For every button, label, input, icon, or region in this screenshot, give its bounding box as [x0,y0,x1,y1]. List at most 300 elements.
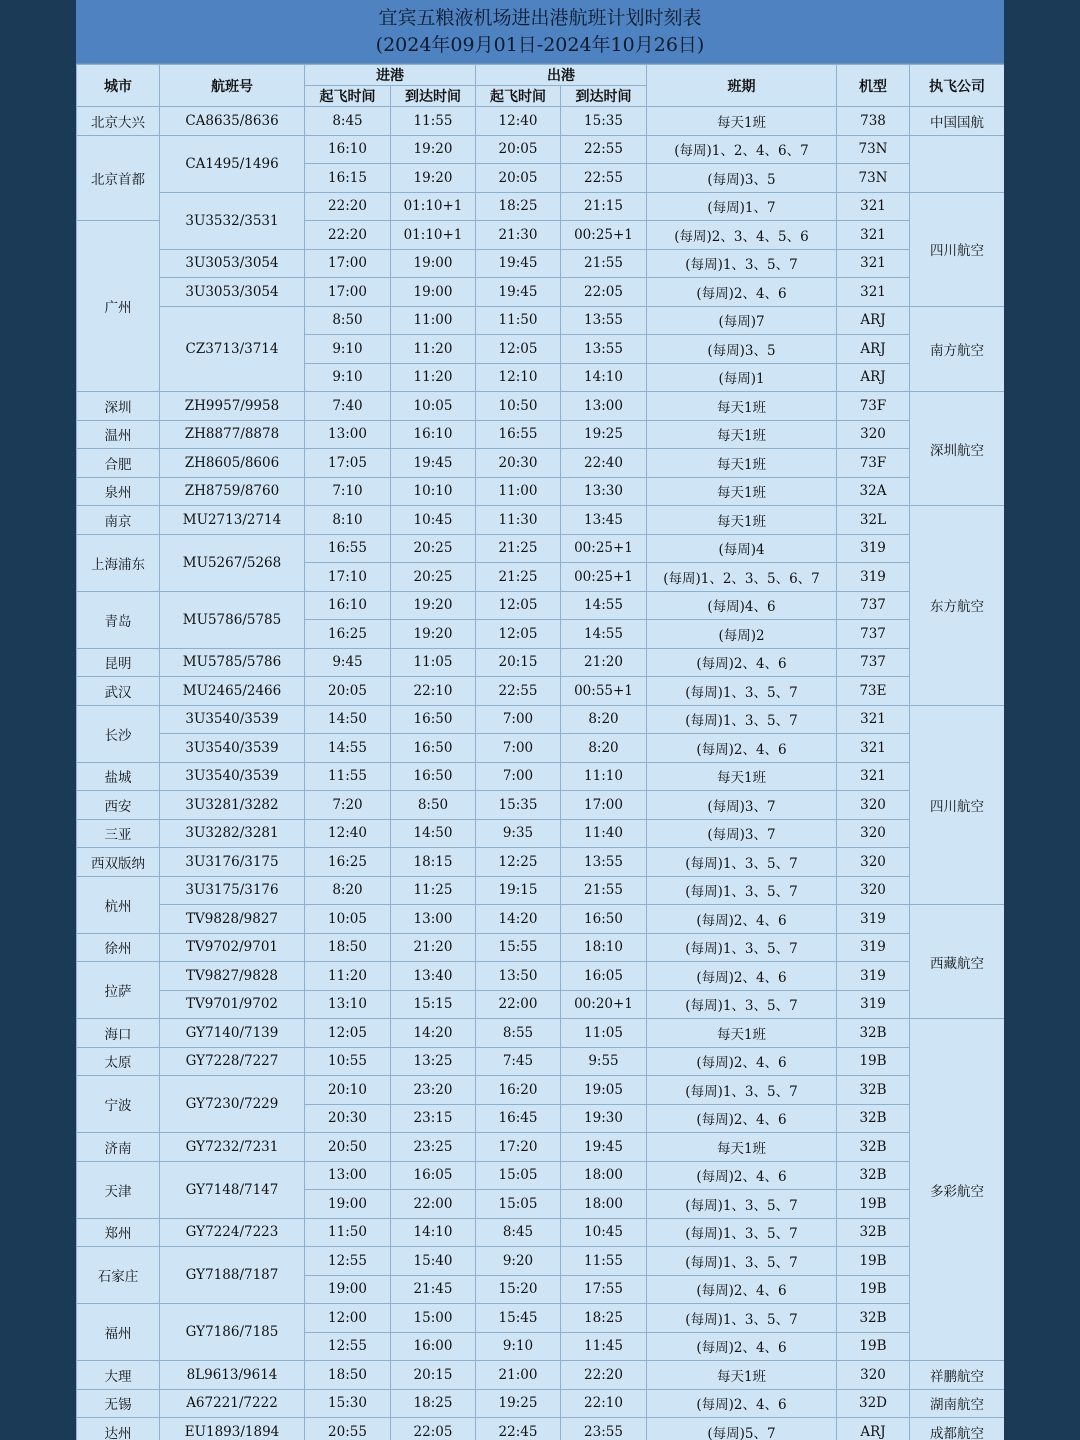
arrival-arrival-time-cell: 16:50 [391,762,476,791]
departure-arrival-time-cell: 21:55 [561,876,647,905]
departure-arrival-time-cell: 17:55 [561,1275,647,1304]
schedule-cell: 每天1班 [647,1019,837,1048]
departure-arrival-time-cell: 17:00 [561,791,647,820]
table-row [77,306,1005,335]
flight-number-cell: GY7228/7227 [160,1047,305,1076]
schedule-cell: (每周)1、3、5、7 [647,876,837,905]
flight-number-cell: 3U3053/3054 [160,249,305,278]
departure-arrival-time-cell: 21:15 [561,192,647,221]
city-cell: 长沙 [77,705,160,762]
departure-departure-time-cell: 22:55 [476,677,561,706]
departure-departure-time-cell: 7:00 [476,734,561,763]
arrival-arrival-time-cell: 15:40 [391,1247,476,1276]
arrival-departure-time-cell: 20:05 [305,677,391,706]
flight-number-cell: ZH8605/8606 [160,449,305,478]
arrival-arrival-time-cell: 23:15 [391,1104,476,1133]
table-row [77,249,1005,278]
aircraft-type-cell: 32B [837,1104,910,1133]
arrival-departure-time-cell: 7:10 [305,477,391,506]
city-cell: 拉萨 [77,962,160,1019]
departure-arrival-time-cell: 19:45 [561,1133,647,1162]
schedule-cell: (每周)2 [647,620,837,649]
arrival-departure-time-cell: 16:55 [305,534,391,563]
departure-arrival-time-cell: 9:55 [561,1047,647,1076]
flight-number-cell: ZH8877/8878 [160,420,305,449]
flight-number-cell: GY7230/7229 [160,1076,305,1133]
aircraft-type-cell: 320 [837,819,910,848]
aircraft-type-cell: ARJ [837,306,910,335]
table-row [77,933,1005,962]
table-row [77,420,1005,449]
flight-number-cell: MU2713/2714 [160,506,305,535]
schedule-sheet [76,0,1004,1440]
departure-arrival-time-cell: 13:30 [561,477,647,506]
airline-cell: 成都航空 [910,1418,1005,1440]
schedule-cell: (每周)1、2、4、6、7 [647,135,837,164]
header-airline: 执飞公司 [910,65,1005,107]
city-cell: 泉州 [77,477,160,506]
arrival-arrival-time-cell: 19:45 [391,449,476,478]
flight-number-cell: CA8635/8636 [160,107,305,136]
aircraft-type-cell: 320 [837,420,910,449]
flight-number-cell: 3U3282/3281 [160,819,305,848]
city-cell: 济南 [77,1133,160,1162]
flight-number-cell: EU1893/1894 [160,1418,305,1440]
aircraft-type-cell: 737 [837,648,910,677]
schedule-cell: (每周)2、4、6 [647,1275,837,1304]
schedule-cell: 每天1班 [647,392,837,421]
arrival-departure-time-cell: 22:20 [305,192,391,221]
table-row [77,705,1005,734]
arrival-departure-time-cell: 11:50 [305,1218,391,1247]
schedule-cell: (每周)3、5 [647,335,837,364]
departure-departure-time-cell: 9:35 [476,819,561,848]
departure-departure-time-cell: 11:30 [476,506,561,535]
arrival-arrival-time-cell: 13:40 [391,962,476,991]
city-cell: 三亚 [77,819,160,848]
departure-departure-time-cell: 22:45 [476,1418,561,1440]
aircraft-type-cell: 738 [837,107,910,136]
departure-departure-time-cell: 7:00 [476,762,561,791]
departure-arrival-time-cell: 13:55 [561,335,647,364]
header-departure: 出港 [476,65,647,86]
schedule-cell: (每周)1、3、5、7 [647,677,837,706]
departure-arrival-time-cell: 15:35 [561,107,647,136]
flight-number-cell: 8L9613/9614 [160,1361,305,1390]
schedule-cell: (每周)2、4、6 [647,734,837,763]
arrival-arrival-time-cell: 15:00 [391,1304,476,1333]
arrival-departure-time-cell: 12:55 [305,1332,391,1361]
flight-number-cell: 3U3532/3531 [160,192,305,249]
flight-number-cell: TV9701/9702 [160,990,305,1019]
departure-departure-time-cell: 19:45 [476,278,561,307]
schedule-cell: (每周)1、3、5、7 [647,848,837,877]
departure-arrival-time-cell: 22:20 [561,1361,647,1390]
table-row [77,392,1005,421]
flight-number-cell: TV9827/9828 [160,962,305,991]
arrival-arrival-time-cell: 22:05 [391,1418,476,1440]
arrival-departure-time-cell: 20:50 [305,1133,391,1162]
header-arrival-arr-time: 到达时间 [391,86,476,107]
aircraft-type-cell: 32B [837,1161,910,1190]
aircraft-type-cell: 319 [837,962,910,991]
city-cell: 深圳 [77,392,160,421]
table-row [77,278,1005,307]
arrival-arrival-time-cell: 19:20 [391,591,476,620]
aircraft-type-cell: 73N [837,164,910,193]
arrival-arrival-time-cell: 13:00 [391,905,476,934]
aircraft-type-cell: 320 [837,848,910,877]
table-row [77,1076,1005,1105]
city-cell: 石家庄 [77,1247,160,1304]
schedule-cell: (每周)2、4、6 [647,962,837,991]
arrival-arrival-time-cell: 16:50 [391,734,476,763]
airline-cell: 多彩航空 [910,1019,1005,1361]
arrival-arrival-time-cell: 13:25 [391,1047,476,1076]
airline-cell: 西藏航空 [910,905,1005,1019]
schedule-cell: (每周)1、3、5、7 [647,705,837,734]
aircraft-type-cell: 32B [837,1218,910,1247]
aircraft-type-cell: 320 [837,791,910,820]
arrival-departure-time-cell: 17:05 [305,449,391,478]
header-schedule: 班期 [647,65,837,107]
arrival-arrival-time-cell: 22:10 [391,677,476,706]
header-flight: 航班号 [160,65,305,107]
arrival-departure-time-cell: 22:20 [305,221,391,250]
table-row [77,135,1005,164]
schedule-cell: (每周)1 [647,363,837,392]
departure-departure-time-cell: 9:10 [476,1332,561,1361]
arrival-departure-time-cell: 7:40 [305,392,391,421]
schedule-cell: (每周)2、4、6 [647,278,837,307]
aircraft-type-cell: 321 [837,762,910,791]
table-row [77,990,1005,1019]
arrival-departure-time-cell: 12:00 [305,1304,391,1333]
schedule-cell: 每天1班 [647,506,837,535]
flight-number-cell: GY7188/7187 [160,1247,305,1304]
departure-arrival-time-cell: 13:45 [561,506,647,535]
table-row [77,1047,1005,1076]
table-row [77,591,1005,620]
table-row [77,762,1005,791]
departure-departure-time-cell: 15:45 [476,1304,561,1333]
arrival-arrival-time-cell: 11:00 [391,306,476,335]
flight-number-cell: GY7148/7147 [160,1161,305,1218]
city-cell: 达州 [77,1418,160,1440]
aircraft-type-cell: 32D [837,1389,910,1418]
departure-departure-time-cell: 22:00 [476,990,561,1019]
table-row [77,1218,1005,1247]
departure-arrival-time-cell: 19:05 [561,1076,647,1105]
aircraft-type-cell: 19B [837,1190,910,1219]
departure-departure-time-cell: 19:25 [476,1389,561,1418]
arrival-arrival-time-cell: 14:20 [391,1019,476,1048]
flight-number-cell: ZH8759/8760 [160,477,305,506]
aircraft-type-cell: 321 [837,734,910,763]
departure-departure-time-cell: 21:00 [476,1361,561,1390]
departure-departure-time-cell: 12:05 [476,591,561,620]
arrival-departure-time-cell: 13:00 [305,420,391,449]
departure-departure-time-cell: 15:05 [476,1190,561,1219]
arrival-arrival-time-cell: 19:20 [391,164,476,193]
departure-arrival-time-cell: 22:55 [561,135,647,164]
arrival-arrival-time-cell: 22:00 [391,1190,476,1219]
city-cell: 无锡 [77,1389,160,1418]
departure-departure-time-cell: 12:40 [476,107,561,136]
schedule-cell: (每周)4 [647,534,837,563]
header-city: 城市 [77,65,160,107]
flight-number-cell: TV9828/9827 [160,905,305,934]
arrival-departure-time-cell: 13:00 [305,1161,391,1190]
departure-arrival-time-cell: 00:55+1 [561,677,647,706]
departure-arrival-time-cell: 00:25+1 [561,563,647,592]
aircraft-type-cell: 19B [837,1047,910,1076]
schedule-cell: 每天1班 [647,449,837,478]
aircraft-type-cell: 19B [837,1247,910,1276]
airline-cell: 祥鹏航空 [910,1361,1005,1390]
aircraft-type-cell: 73F [837,392,910,421]
schedule-cell: 每天1班 [647,1361,837,1390]
arrival-departure-time-cell: 17:00 [305,249,391,278]
city-cell: 合肥 [77,449,160,478]
schedule-cell: (每周)5、7 [647,1418,837,1440]
departure-arrival-time-cell: 8:20 [561,734,647,763]
schedule-cell: (每周)3、7 [647,819,837,848]
departure-arrival-time-cell: 11:10 [561,762,647,791]
header-arrival: 进港 [305,65,476,86]
city-cell: 海口 [77,1019,160,1048]
table-row [77,1019,1005,1048]
arrival-departure-time-cell: 16:25 [305,848,391,877]
city-cell: 天津 [77,1161,160,1218]
departure-departure-time-cell: 12:25 [476,848,561,877]
arrival-departure-time-cell: 8:50 [305,306,391,335]
departure-arrival-time-cell: 13:55 [561,306,647,335]
title-line-2: (2024年09月01日-2024年10月26日) [375,34,705,56]
aircraft-type-cell: 737 [837,620,910,649]
schedule-cell: (每周)2、4、6 [647,905,837,934]
flight-number-cell: MU5786/5785 [160,591,305,648]
table-row [77,677,1005,706]
arrival-arrival-time-cell: 11:25 [391,876,476,905]
arrival-departure-time-cell: 12:40 [305,819,391,848]
departure-departure-time-cell: 15:35 [476,791,561,820]
departure-departure-time-cell: 21:25 [476,534,561,563]
aircraft-type-cell: 319 [837,933,910,962]
departure-arrival-time-cell: 22:55 [561,164,647,193]
arrival-arrival-time-cell: 16:10 [391,420,476,449]
departure-arrival-time-cell: 18:25 [561,1304,647,1333]
city-cell: 西双版纳 [77,848,160,877]
arrival-arrival-time-cell: 01:10+1 [391,221,476,250]
table-row [77,962,1005,991]
airline-cell: 中国国航 [910,107,1005,136]
aircraft-type-cell: 32B [837,1133,910,1162]
departure-arrival-time-cell: 11:55 [561,1247,647,1276]
departure-arrival-time-cell: 11:45 [561,1332,647,1361]
table-row [77,848,1005,877]
departure-arrival-time-cell: 16:50 [561,905,647,934]
aircraft-type-cell: 320 [837,1361,910,1390]
table-row [77,1389,1005,1418]
table-row [77,107,1005,136]
arrival-departure-time-cell: 18:50 [305,933,391,962]
city-cell: 北京大兴 [77,107,160,136]
table-row [77,1361,1005,1390]
arrival-arrival-time-cell: 19:20 [391,620,476,649]
city-cell: 大理 [77,1361,160,1390]
arrival-arrival-time-cell: 16:00 [391,1332,476,1361]
flight-number-cell: MU5267/5268 [160,534,305,591]
city-cell: 徐州 [77,933,160,962]
table-row [77,819,1005,848]
arrival-departure-time-cell: 18:50 [305,1361,391,1390]
flight-number-cell: 3U3540/3539 [160,705,305,734]
city-cell: 武汉 [77,677,160,706]
schedule-cell: (每周)1、3、5、7 [647,1190,837,1219]
schedule-cell: (每周)1、3、5、7 [647,990,837,1019]
table-row [77,477,1005,506]
aircraft-type-cell: 321 [837,192,910,221]
table-row [77,1247,1005,1276]
arrival-arrival-time-cell: 10:05 [391,392,476,421]
city-cell: 广州 [77,221,160,392]
title-line-1: 宜宾五粮液机场进出港航班计划时刻表 [378,7,702,29]
departure-arrival-time-cell: 00:20+1 [561,990,647,1019]
arrival-arrival-time-cell: 18:25 [391,1389,476,1418]
arrival-departure-time-cell: 19:00 [305,1275,391,1304]
schedule-cell: (每周)3、7 [647,791,837,820]
header-aircraft: 机型 [837,65,910,107]
flight-number-cell: TV9702/9701 [160,933,305,962]
city-cell: 宁波 [77,1076,160,1133]
departure-arrival-time-cell: 19:30 [561,1104,647,1133]
departure-departure-time-cell: 11:50 [476,306,561,335]
airline-cell: 四川航空 [910,705,1005,905]
city-cell: 福州 [77,1304,160,1361]
arrival-arrival-time-cell: 11:55 [391,107,476,136]
departure-departure-time-cell: 12:05 [476,335,561,364]
table-row [77,1304,1005,1333]
arrival-departure-time-cell: 20:10 [305,1076,391,1105]
arrival-arrival-time-cell: 19:00 [391,278,476,307]
aircraft-type-cell: 319 [837,534,910,563]
arrival-arrival-time-cell: 15:15 [391,990,476,1019]
schedule-cell: (每周)2、4、6 [647,1161,837,1190]
departure-departure-time-cell: 21:30 [476,221,561,250]
arrival-departure-time-cell: 17:10 [305,563,391,592]
arrival-departure-time-cell: 15:30 [305,1389,391,1418]
aircraft-type-cell: 319 [837,905,910,934]
city-cell: 盐城 [77,762,160,791]
departure-departure-time-cell: 7:45 [476,1047,561,1076]
departure-arrival-time-cell: 11:40 [561,819,647,848]
arrival-arrival-time-cell: 14:10 [391,1218,476,1247]
arrival-arrival-time-cell: 19:20 [391,135,476,164]
schedule-cell: (每周)1、3、5、7 [647,1218,837,1247]
table-row [77,1161,1005,1190]
departure-departure-time-cell: 15:05 [476,1161,561,1190]
arrival-arrival-time-cell: 19:00 [391,249,476,278]
city-cell: 青岛 [77,591,160,648]
flight-number-cell: GY7232/7231 [160,1133,305,1162]
departure-arrival-time-cell: 22:05 [561,278,647,307]
departure-departure-time-cell: 18:25 [476,192,561,221]
departure-arrival-time-cell: 13:55 [561,848,647,877]
arrival-arrival-time-cell: 11:20 [391,335,476,364]
departure-arrival-time-cell: 10:45 [561,1218,647,1247]
airline-cell: 东方航空 [910,506,1005,706]
arrival-departure-time-cell: 9:10 [305,335,391,364]
arrival-arrival-time-cell: 11:20 [391,363,476,392]
arrival-departure-time-cell: 9:45 [305,648,391,677]
departure-arrival-time-cell: 23:55 [561,1418,647,1440]
schedule-cell: (每周)4、6 [647,591,837,620]
departure-departure-time-cell: 14:20 [476,905,561,934]
schedule-cell: (每周)1、3、5、7 [647,249,837,278]
arrival-departure-time-cell: 14:55 [305,734,391,763]
departure-departure-time-cell: 20:15 [476,648,561,677]
arrival-arrival-time-cell: 20:25 [391,563,476,592]
schedule-cell: 每天1班 [647,1133,837,1162]
arrival-arrival-time-cell: 14:50 [391,819,476,848]
arrival-arrival-time-cell: 11:05 [391,648,476,677]
departure-departure-time-cell: 12:05 [476,620,561,649]
airline-cell: 湖南航空 [910,1389,1005,1418]
table-row [77,449,1005,478]
departure-departure-time-cell: 20:30 [476,449,561,478]
departure-arrival-time-cell: 13:00 [561,392,647,421]
header-departure-dep-time: 起飞时间 [476,86,561,107]
flight-number-cell: ZH9957/9958 [160,392,305,421]
flight-schedule-table [76,64,1004,1440]
departure-arrival-time-cell: 00:25+1 [561,534,647,563]
flight-number-cell: 3U3540/3539 [160,762,305,791]
departure-arrival-time-cell: 18:10 [561,933,647,962]
arrival-arrival-time-cell: 20:25 [391,534,476,563]
arrival-arrival-time-cell: 21:20 [391,933,476,962]
header-arrival-dep-time: 起飞时间 [305,86,391,107]
departure-arrival-time-cell: 21:20 [561,648,647,677]
schedule-cell: (每周)1、3、5、7 [647,1304,837,1333]
departure-arrival-time-cell: 18:00 [561,1190,647,1219]
table-row [77,648,1005,677]
departure-departure-time-cell: 8:55 [476,1019,561,1048]
city-cell: 太原 [77,1047,160,1076]
flight-number-cell: 3U3540/3539 [160,734,305,763]
schedule-cell: (每周)7 [647,306,837,335]
table-row [77,791,1005,820]
airline-cell [910,135,1005,192]
table-header [77,65,1005,107]
city-cell: 上海浦东 [77,534,160,591]
departure-arrival-time-cell: 11:05 [561,1019,647,1048]
aircraft-type-cell: 32B [837,1019,910,1048]
arrival-departure-time-cell: 16:25 [305,620,391,649]
aircraft-type-cell: 73N [837,135,910,164]
arrival-departure-time-cell: 11:55 [305,762,391,791]
arrival-departure-time-cell: 20:30 [305,1104,391,1133]
table-row [77,734,1005,763]
departure-arrival-time-cell: 18:00 [561,1161,647,1190]
arrival-arrival-time-cell: 8:50 [391,791,476,820]
arrival-departure-time-cell: 17:00 [305,278,391,307]
departure-departure-time-cell: 12:10 [476,363,561,392]
flight-number-cell: 3U3175/3176 [160,876,305,905]
flight-number-cell: 3U3053/3054 [160,278,305,307]
city-cell: 郑州 [77,1218,160,1247]
flight-number-cell: 3U3281/3282 [160,791,305,820]
